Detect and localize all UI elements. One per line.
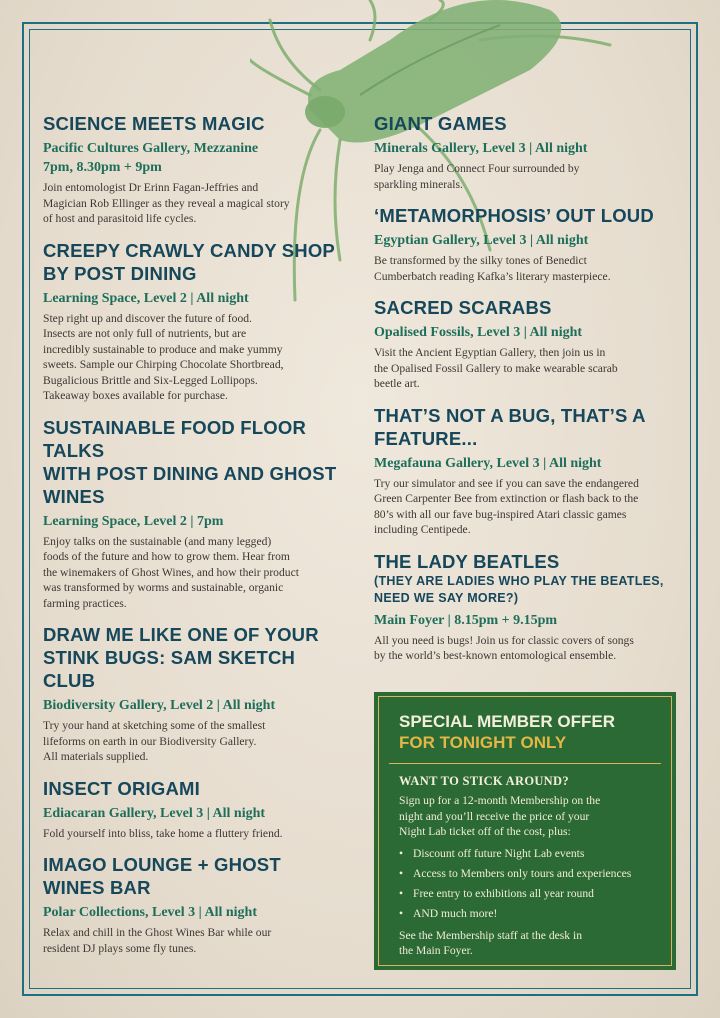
offer-divider: [389, 763, 661, 764]
event-title: IMAGO LOUNGE + GHOST WINES BAR: [43, 854, 281, 898]
offer-footer: See the Membership staff at the desk in the Main Foyer.: [399, 928, 582, 957]
event-title: INSECT ORIGAMI: [43, 777, 200, 799]
event-title: SCIENCE MEETS MAGIC: [43, 113, 265, 134]
event-science-meets-magic: [43, 112, 343, 227]
event-description: Join entomologist Dr Erinn Fagan-Jeffries and Magician Rob Ellinger as they reveal a magical story of host and parasitoid life cycles.: [43, 181, 290, 225]
event-title: GIANT GAMES: [374, 113, 507, 134]
member-offer-box: [374, 692, 676, 970]
event-title: CREEPY CRAWLY CANDY SHOP BY POST DINING: [43, 239, 335, 284]
event-location: Minerals Gallery, Level 3 | All night: [374, 141, 588, 156]
event-metamorphosis: [374, 204, 680, 284]
event-creepy-crawly-candy-shop: [43, 239, 343, 404]
event-description: Try your hand at sketching some of the smallest lifeforms on earth in our Biodiversity Gallery. All materials supplied.: [43, 719, 266, 763]
event-description: Be transformed by the silky tones of Benedict Cumberbatch reading Kafka’s literary masterpiece.: [374, 254, 611, 283]
event-location: Main Foyer | 8.15pm + 9.15pm: [374, 612, 558, 628]
event-insect-origami: [43, 777, 343, 842]
event-title: THAT’S NOT A BUG, THAT’S A FEATURE...: [374, 404, 646, 449]
event-imago-lounge: [43, 853, 343, 956]
event-title: THE LADY BEATLES: [374, 550, 560, 572]
event-giant-games: [374, 112, 680, 192]
event-title: DRAW ME LIKE ONE OF YOUR STINK BUGS: SAM SKETCH CLUB: [43, 624, 319, 691]
event-sketch-club: [43, 623, 343, 765]
offer-title: SPECIAL MEMBER OFFER: [399, 712, 615, 731]
event-location: Egyptian Gallery, Level 3 | All night: [374, 233, 589, 248]
list-item: • Access to Members only tours and experiences: [399, 864, 651, 884]
event-subtitle: (THEY ARE LADIES WHO PLAY THE BEATLES, NEED WE SAY MORE?): [374, 573, 664, 605]
event-location: Polar Collections, Level 3 | All night: [43, 905, 257, 920]
event-title: ‘METAMORPHOSIS’ OUT LOUD: [374, 205, 654, 226]
event-location: Pacific Cultures Gallery, Mezzanine 7pm, 8.30pm + 9pm: [43, 139, 343, 177]
event-location: Megafauna Gallery, Level 3 | All night: [374, 455, 602, 471]
event-location: Learning Space, Level 2 | All night: [43, 290, 249, 306]
event-description: Step right up and discover the future of food. Insects are not only full of nutrients, but are incredibly sustainable to produce and make yummy sweets. Sample our Chirping Chocolate Shortbread, Bugalicious Brittle and Six-Legged Lollipops. Takeaway boxes available for purchase.: [43, 311, 284, 402]
event-location: Opalised Fossils, Level 3 | All night: [374, 325, 583, 340]
event-lady-beatles: [374, 550, 680, 664]
offer-intro: Sign up for a 12-month Membership on the night and you’ll receive the price of your Night Lab ticket off of the cost, plus:: [399, 794, 601, 838]
event-location: Biodiversity Gallery, Level 2 | All night: [43, 698, 276, 713]
event-description: Relax and chill in the Ghost Wines Bar while our resident DJ plays some fly tunes.: [43, 926, 272, 955]
offer-heading: WANT TO STICK AROUND?: [399, 774, 569, 788]
list-item: • AND much more!: [399, 904, 651, 924]
event-description: Enjoy talks on the sustainable (and many legged) foods of the future and how to grow them. Hear from the winemakers of Ghost Wines, and how their product was transformed by worms and sustainable, organic farming practices.: [43, 534, 299, 610]
offer-benefits-list: [399, 844, 651, 924]
offer-subtitle: FOR TONIGHT ONLY: [399, 733, 567, 752]
event-sustainable-food-talks: [43, 416, 343, 612]
event-description: Play Jenga and Connect Four surrounded by sparkling minerals.: [374, 162, 580, 191]
event-sacred-scarabs: [374, 296, 680, 392]
event-description: Fold yourself into bliss, take home a fluttery friend.: [43, 826, 283, 840]
event-title: SACRED SCARABS: [374, 297, 552, 318]
member-offer-inner: [378, 696, 672, 966]
list-item: • Discount off future Night Lab events: [399, 844, 651, 864]
right-column: [374, 112, 680, 676]
event-description: Try our simulator and see if you can save the endangered Green Carpenter Bee from extinction or flash back to the 80’s with all our fave bug-inspired Atari classic games including Centipede.: [374, 476, 639, 536]
event-not-a-bug: [374, 404, 680, 538]
event-location: Ediacaran Gallery, Level 3 | All night: [43, 805, 266, 821]
event-description: Visit the Ancient Egyptian Gallery, then join us in the Opalised Fossil Gallery to make wearable scarab beetle art.: [374, 346, 618, 390]
event-time: 7pm, 8.30pm + 9pm: [43, 160, 162, 175]
list-item: • Free entry to exhibitions all year round: [399, 884, 651, 904]
event-location: Learning Space, Level 2 | 7pm: [43, 513, 224, 529]
event-description: All you need is bugs! Join us for classic covers of songs by the world’s best-known entomological ensemble.: [374, 633, 634, 662]
event-title: SUSTAINABLE FOOD FLOOR TALKS WITH POST DINING AND GHOST WINES: [43, 416, 337, 507]
left-column: [43, 112, 343, 968]
